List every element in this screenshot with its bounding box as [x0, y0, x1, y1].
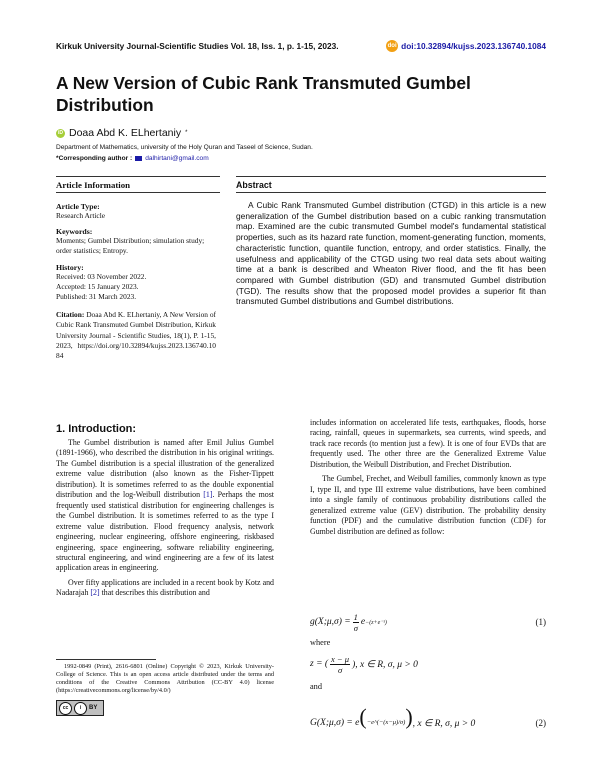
author-name: Doaa Abd K. ELhertaniy	[69, 127, 182, 139]
cc-by-badge[interactable]	[56, 700, 104, 716]
journal-header	[56, 40, 546, 52]
where-label: where	[310, 638, 331, 647]
license-footnote: 1992-0849 (Print), 2616-6801 (Online) Copyright © 2023, Kirkuk University-College of Science. This is an open access article distributed under the terms and conditions of the Creative Commons Attribution (CC-BY 4.0) license (https://creativecommons.org/license/by/4.0/)	[56, 663, 274, 694]
z-definition: z = ( $\frac{x - \mu}{\sigma}$ ), x ∈ R, σ, μ > 0	[310, 653, 418, 675]
keywords-label: Keywords:	[56, 227, 93, 237]
accepted-date: Accepted: 15 January 2023.	[56, 281, 139, 291]
doi-link[interactable]	[386, 40, 546, 52]
abstract-text: A Cubic Rank Transmuted Gumbel distribution (CTGD) in this article is a new generalization of the Gumbel distribution based on a cubic ranking transmutation map. Examined are the cubic transmuted Gumbel model's fundamental statistical properties, such as its hazard rate function, moment-generating function, moments, characteristic function, quantile function, entropy, and order statistics. Finally, the usefulness and applicability of the CTGD using two real data sets about waiting time at a bank is described and Wheaton River flood, and the fit has been compared with Gumbel distribution (GD) and transmuted Gumbel distribution (TGD). The results show that the proposed model provides a superior fit than transmuted Gumbel distributions and Gumbel distributions.	[236, 200, 546, 307]
corresponding-author	[56, 155, 209, 162]
info-top-rule	[56, 176, 220, 177]
ref-link[interactable]: [2]	[90, 588, 100, 598]
journal-citation: Kirkuk University Journal-Scientific Studies Vol. 18, Iss. 1, p. 1-15, 2023.	[56, 41, 339, 51]
intro-paragraph-2: Over fifty applications are included in a recent book by Kotz and Nadarajah [2] that describes this distribution and	[56, 577, 274, 598]
published-date: Published: 31 March 2023.	[56, 292, 137, 302]
equation-1-number: (1)	[535, 617, 546, 627]
abstract-heading: Abstract	[236, 180, 272, 190]
equation-2: G(X;μ,σ) = e (−e^(−(x−μ)/σ)) , x ∈ R, σ, μ > 0 (2)	[310, 704, 546, 729]
paper-title: A New Version of Cubic Rank Transmuted Gumbel Distribution	[56, 73, 471, 115]
by-icon: i	[74, 702, 87, 715]
keywords-value: Moments; Gumbel Distribution; simulation study; order statistics; Entropy.	[56, 236, 205, 256]
ref-link[interactable]: [1]	[203, 490, 213, 500]
abstract-bottom-rule	[236, 192, 546, 193]
doi-text[interactable]: doi:10.32894/kujss.2023.136740.1084	[401, 41, 546, 51]
citation-label: Citation:	[56, 310, 85, 320]
article-type-value: Research Article	[56, 211, 106, 220]
intro-paragraph-1: The Gumbel distribution is named after Emil Julius Gumbel (1891-1966), who described the distribution in his original writings. The Gumbel distribution is a special illustration of the generalized extreme value distribution (also known as the Fisher-Tippett distribution). It is sometimes referred to as the double exponential distribution and the log-Weibull distribution [1]. Perhaps the most frequently used statistical distribution for engineering challenges is the Gumbel distribution. It is sometimes referred to as the type I extreme value distribution. Flood frequency analysis, network engineering, nuclear engineering, offshore engineering, riskbased engineering, space engineering, software reliability engineering, structural engineering, and wind engineering are a few of its latest application areas in engineering.	[56, 438, 275, 573]
intro-left-column	[56, 438, 274, 599]
eq1-fraction: $\frac{1}{\sigma}$	[353, 611, 358, 633]
equation-1: g(X;μ,σ) = $\frac{1}{\sigma}$ e −(z+e⁻ᶻ) (1)	[310, 611, 546, 633]
and-label: and	[310, 682, 322, 691]
abstract-top-rule	[236, 176, 546, 177]
article-info-heading: Article Information	[56, 180, 131, 190]
affiliation: Department of Mathematics, university of the Holy Quran and Taseel of Science, Sudan.	[56, 144, 313, 151]
info-bottom-rule	[56, 192, 220, 193]
cc-icon: cc	[59, 702, 72, 715]
article-info-panel	[56, 202, 216, 361]
email-link[interactable]: dalhirtani@gmail.com	[145, 155, 209, 162]
footnote-rule	[56, 659, 156, 660]
author-line	[56, 127, 187, 139]
orcid-icon[interactable]: iD	[58, 130, 63, 136]
intro-paragraph-4: The Gumbel, Frechet, and Weibull families, commonly known as type I, type II, and type III extreme value distributions, have been combined into a single family of continuous probability distributions called the generalized extreme value (GEV) distribution. The probability density function (PDF) and the cumulative distribution function (CDF) for Gumbel distribution are defined as follow:	[310, 474, 546, 536]
corresponding-label: *Corresponding author :	[56, 155, 133, 162]
history-label: History:	[56, 262, 84, 272]
doi-icon: doi	[386, 40, 398, 52]
by-label: BY	[89, 705, 98, 711]
mail-icon	[135, 156, 142, 161]
intro-paragraph-3: includes information on accelerated life tests, earthquakes, floods, horse racing, rainfall, queues in supermarkets, sea currents, wind speeds, and track race records (to mention just a few). It is one of four EVDs that are frequently used. The other three are the Generalized Extreme Value Distribution, the Weibull Distribution, and Frechet Distribution.	[310, 418, 546, 469]
received-date: Received: 03 November 2022.	[56, 271, 147, 281]
article-type-label: Article Type:	[56, 202, 100, 211]
equation-2-number: (2)	[535, 718, 546, 728]
citation-text: Doaa Abd K. ELhertaniy, A New Version of Cubic Rank Transmuted Gumbel Distribution, Kirkuk University Journal - Scientific Studies, 18(1), P. 1-15, 2023, https://doi.org/10.32894/kujss.2023.136740.1084	[56, 310, 216, 361]
author-mark: *	[185, 130, 188, 136]
intro-right-column	[310, 418, 546, 537]
citation	[56, 310, 216, 361]
intro-heading: 1. Introduction:	[56, 423, 137, 435]
